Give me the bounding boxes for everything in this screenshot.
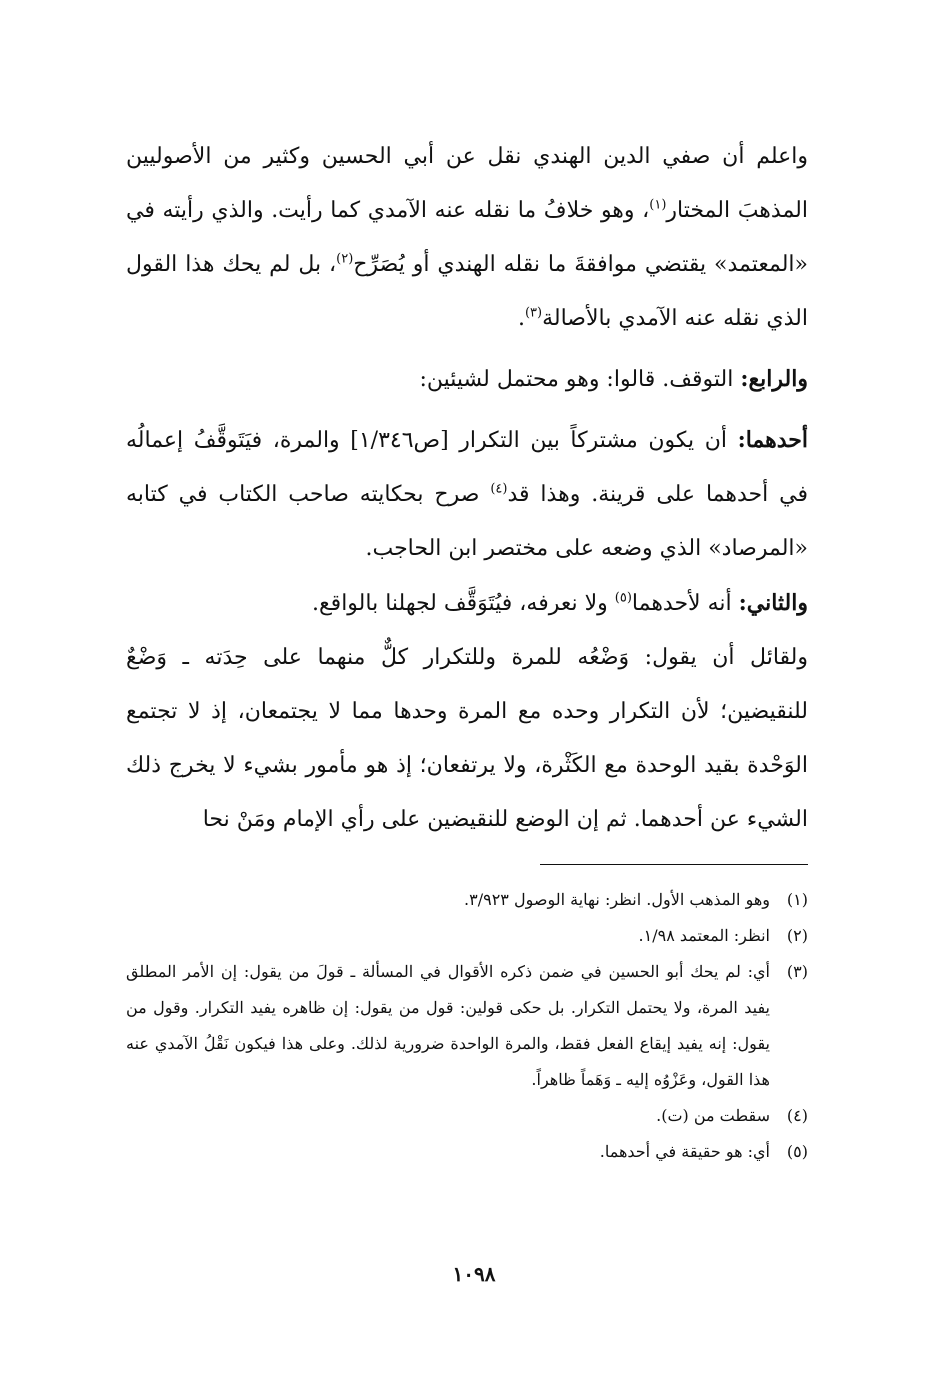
paragraph-1 (126, 130, 808, 346)
footnote-ref-3[interactable]: (٣) (524, 305, 543, 321)
footnote-3 (126, 954, 808, 1098)
paragraph-1-part-a: واعلم أن صفي الدين الهندي نقل عن أبي الحسين وكثير من الأصوليين المذهبَ المختار (126, 144, 808, 223)
footnote-text: أي: هو حقيقة في أحدهما. (599, 1142, 770, 1161)
paragraph-3-part-a: أن يكون مشتركاً بين التكرار [ص١/٣٤٦] والمرة، فيَتَوقَّفُ إعمالُه في أحدهما على قرينة. وهذا قد (126, 428, 808, 507)
paragraph-2-text: التوقف. قالوا: وهو محتمل لشيئين: (419, 367, 741, 392)
paragraph-4-part-a: أنه لأحدهما (631, 591, 739, 616)
footnote-2 (126, 918, 808, 954)
footnote-text: سقطت من (ت). (656, 1106, 770, 1125)
footnote-ref-1[interactable]: (١) (649, 197, 667, 213)
footnote-ref-2[interactable]: (٢) (336, 251, 354, 267)
paragraph-5 (126, 631, 808, 847)
footnote-text: أي: لم يحك أبو الحسين في ضمن ذكره الأقوال في المسألة ـ قولَ من يقول: إن الأمر المطلق يفيد المرة، ولا يحتمل التكرار. بل حكى قولين: قول من يقول: إن ظاهره يفيد التكرار. وقول من يقول: إنه يفيد إيقاع الفعل فقط، والمرة الواحدة ضرورية لذلك. وعلى هذا فيكون نَقْلُ الآمدي عنه هذا القول، وعَزْوُه إليه ـ وَهَماً ظاهراً. (126, 962, 770, 1089)
footnote-number: (٢) (786, 926, 808, 945)
paragraph-5-text: ولقائل أن يقول: وَضْعُه للمرة وللتكرار كلٌّ منهما على حِدَته ـ وَضْعٌ للنقيضين؛ لأن التكرار وحده مع المرة وحدها مما لا يجتمعان، إذ لا تجتمع الوَحْدة بقيد الوحدة مع الكَثْرة، ولا يرتفعان؛ إذ هو مأمور بشيء لا يخرج ذلك الشيء عن أحدهما. ثم إن الوضع للنقيضين على رأي الإمام ومَنْ نحا (126, 645, 808, 832)
paragraph-1-part-d: . (517, 306, 525, 331)
paragraph-1-part-c: ، بل لم يحك هذا القول الذي نقله عنه الآمدي بالأصالة (126, 252, 808, 331)
footnote-5 (126, 1134, 808, 1170)
footnote-number: (٥) (786, 1142, 808, 1161)
paragraph-4-lead: والثاني: (738, 590, 808, 616)
paragraph-2-lead: والرابع: (740, 366, 808, 392)
footnote-4 (126, 1098, 808, 1134)
footnote-1 (126, 882, 808, 918)
paragraph-3-lead: أحدهما: (737, 427, 808, 453)
paragraph-4-part-b: ولا نعرفه، فيُتَوَقَّف لجهلنا بالواقع. (311, 591, 615, 616)
footnote-number: (٤) (786, 1106, 808, 1125)
paragraph-1-part-b: ، وهو خلافُ ما نقله عنه الآمدي كما رأيت. والذي رأيته في «المعتمد» يقتضي موافقةَ ما نقله الهندي أو يُصَرِّح (126, 198, 808, 277)
paragraph-3-part-b: صرح بحكايته صاحب الكتاب في كتابه «المرصاد» الذي وضعه على مختصر ابن الحاجب. (126, 482, 808, 561)
footnote-text: وهو المذهب الأول. انظر: نهاية الوصول ٣/٩٢٣. (464, 890, 770, 909)
footnote-number: (٣) (786, 962, 808, 981)
page-number: ١٠٩٨ (452, 1262, 496, 1286)
footnotes (126, 882, 808, 1170)
footnote-ref-4[interactable]: (٤) (490, 481, 508, 497)
footnote-number: (١) (786, 890, 808, 909)
paragraph-2 (126, 352, 808, 407)
paragraph-4 (126, 576, 808, 631)
footnote-text: انظر: المعتمد ١/٩٨. (638, 926, 770, 945)
footnote-separator (540, 864, 808, 865)
main-text (126, 130, 808, 847)
paragraph-3 (126, 413, 808, 576)
footnote-ref-5[interactable]: (٥) (614, 590, 632, 606)
